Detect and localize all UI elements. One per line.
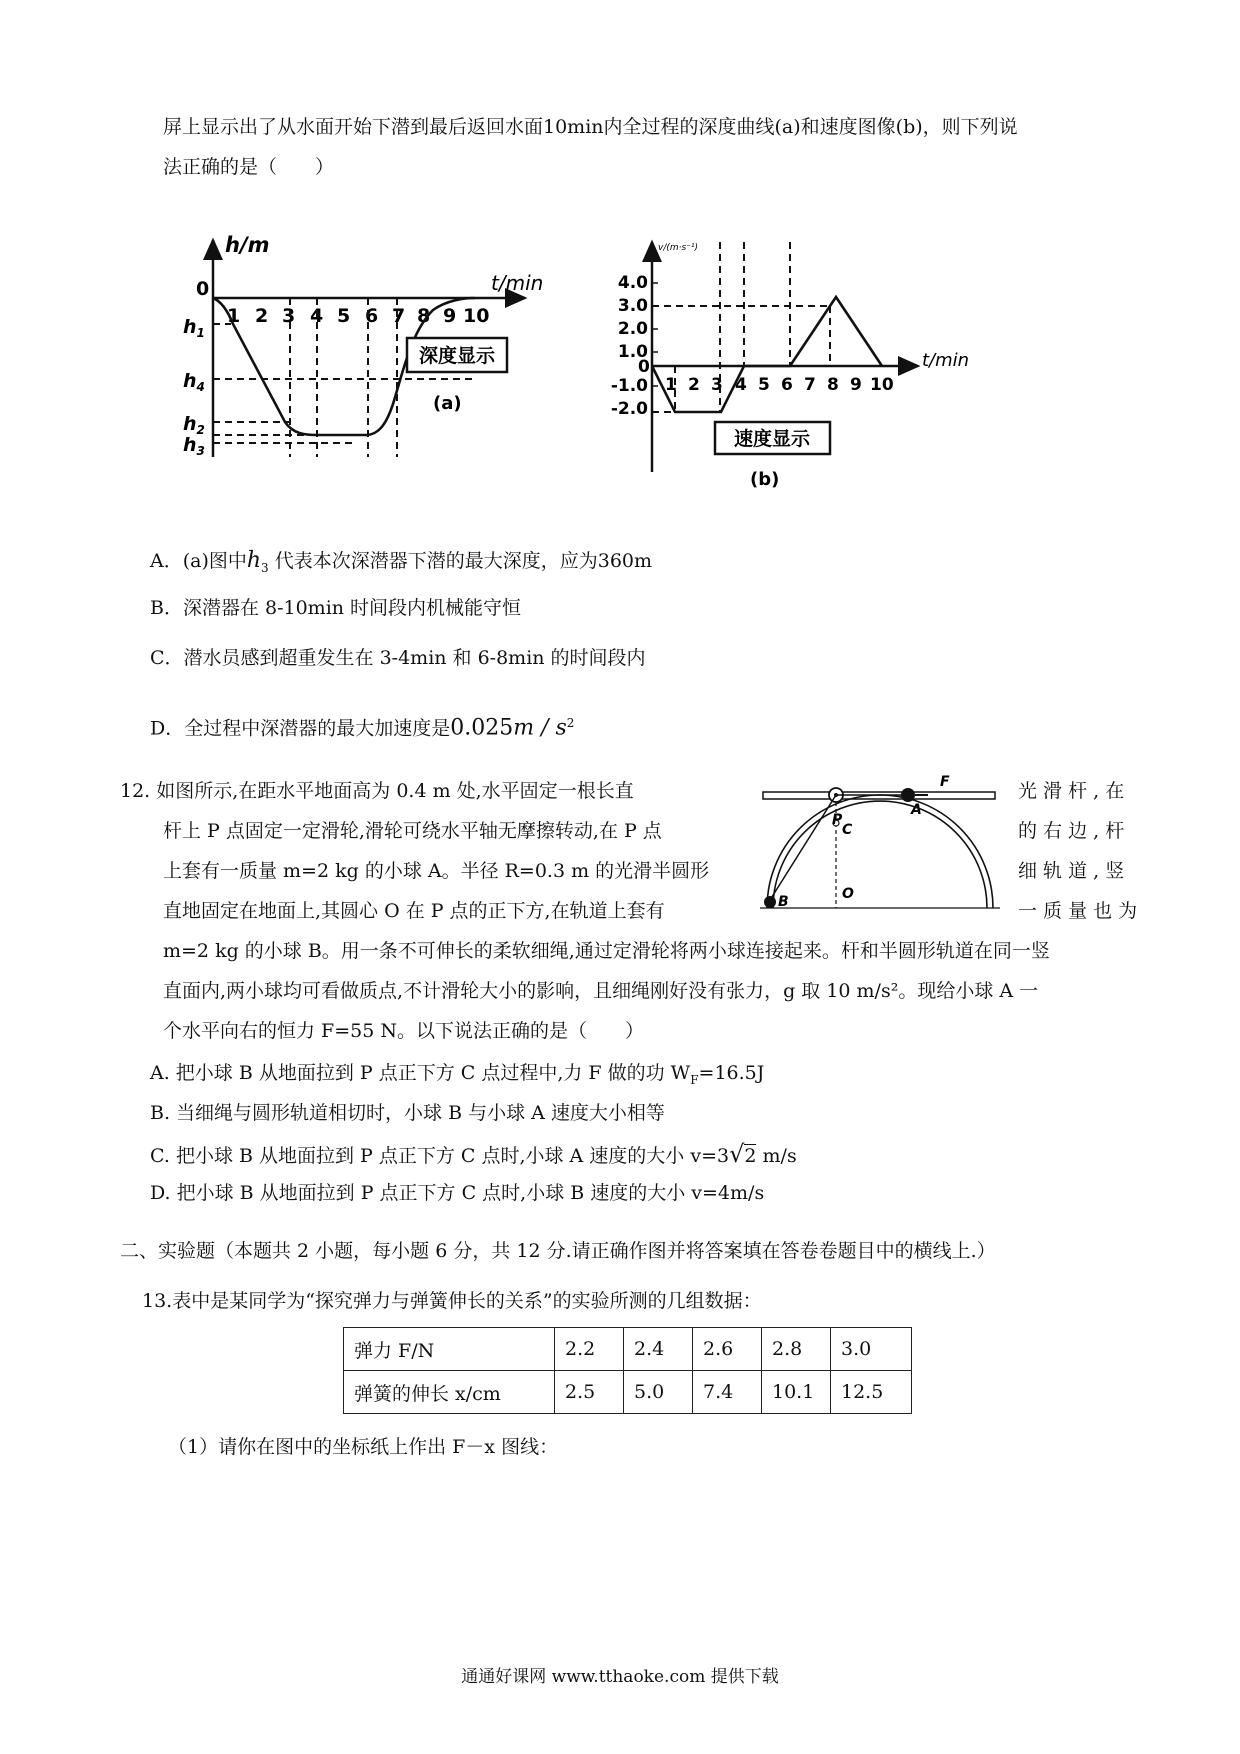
q12-line-7: 个水平向右的恒力 F=55 N。以下说法正确的是（ ） xyxy=(163,1020,644,1042)
a-xtick: 2 xyxy=(255,305,269,327)
b-xtick: 9 xyxy=(850,375,862,395)
label-c: C xyxy=(842,822,853,838)
b-ytick: -2.0 xyxy=(610,399,648,419)
b-xtick: 6 xyxy=(781,375,793,395)
q12-line-2a: 杆上 P 点固定一定滑轮,滑轮可绕水平轴无摩擦转动,在 P 点 xyxy=(163,820,662,842)
ball-b xyxy=(764,896,776,908)
b-xtick: 4 xyxy=(735,375,747,395)
a-x-ticks xyxy=(227,305,489,327)
velocity-box-label: 速度显示 xyxy=(733,428,811,450)
a-y-label: h/m xyxy=(225,233,270,257)
label-a: A xyxy=(911,802,922,818)
intro-line-2: 法正确的是（ ） xyxy=(163,156,335,178)
q12-option-c: C. 把小球 B 从地面拉到 P 点正下方 C 点时,小球 A 速度的大小 v=3√2 m/s xyxy=(150,1140,797,1168)
a-xtick: 3 xyxy=(282,305,296,327)
table-cell: 3.0 xyxy=(831,1328,912,1371)
q11-option-b: B．深潜器在 8-10min 时间段内机械能守恒 xyxy=(150,597,522,619)
b-ytick: 3.0 xyxy=(617,296,648,316)
depth-graph-a xyxy=(175,232,565,462)
q12-line-4b: 一 质 量 也 为 xyxy=(1018,900,1138,922)
b-caption: (b) xyxy=(750,469,780,490)
q11-option-d: D．全过程中深潜器的最大加速度是$0.025m / s^2$ xyxy=(150,715,575,741)
table-cell: 2.2 xyxy=(555,1328,624,1371)
row1-label: 弹力 F/N xyxy=(344,1328,555,1371)
table-cell: 10.1 xyxy=(762,1371,831,1414)
a-xtick: 7 xyxy=(392,305,406,327)
table-row xyxy=(344,1371,912,1414)
b-ytick: -1.0 xyxy=(610,376,648,396)
depth-box-label: 深度显示 xyxy=(418,345,496,367)
b-xtick: 1 xyxy=(665,375,677,395)
q12-line-1b: 光 滑 杆 , 在 xyxy=(1018,780,1125,802)
b-xtick: 3 xyxy=(711,375,723,395)
page-footer: 通通好课网 www.tthaoke.com 提供下载 xyxy=(461,1667,779,1687)
q12-option-a: A. 把小球 B 从地面拉到 P 点正下方 C 点过程中,力 F 做的功 $W_F=16.5J$ xyxy=(150,1062,765,1087)
b-y-label: v/(m·s⁻¹) xyxy=(658,243,699,253)
q12-line-1a: 12. 如图所示,在距水平地面高为 0.4 m 处,水平固定一根长直 xyxy=(120,780,634,802)
a-xtick: 4 xyxy=(310,305,324,327)
velocity-graph-b xyxy=(600,232,995,492)
q12-line-4a: 直地固定在地面上,其圆心 O 在 P 点的正下方,在轨道上套有 xyxy=(163,900,665,922)
q12-line-5: m=2 kg 的小球 B。用一条不可伸长的柔软细绳,通过定滑轮将两小球连接起来。杆和半圆形轨道在同一竖 xyxy=(163,940,1050,962)
label-o: O xyxy=(842,886,854,902)
b-ytick: 1.0 xyxy=(617,342,648,362)
a-xtick: 6 xyxy=(365,305,379,327)
q12-line-3b: 细 轨 道 , 竖 xyxy=(1018,860,1125,882)
b-xtick: 5 xyxy=(758,375,770,395)
label-p: P xyxy=(832,812,843,828)
q12-line-6: 直面内,两小球均可看做质点,不计滑轮大小的影响，且细绳刚好没有张力，g 取 10 m/s²。现给小球 A 一 xyxy=(163,980,1039,1002)
q12-line-3a: 上套有一质量 m=2 kg 的小球 A。半径 R=0.3 m 的光滑半圆形 xyxy=(163,860,710,882)
q12-option-d: D. 把小球 B 从地面拉到 P 点正下方 C 点时,小球 B 速度的大小 v=4m/s xyxy=(150,1182,765,1204)
a-caption: (a) xyxy=(433,393,462,414)
a-ytick-h1: $h_1$ xyxy=(183,316,205,340)
table-row xyxy=(344,1328,912,1371)
b-origin: 0 xyxy=(638,357,650,377)
table-cell: 12.5 xyxy=(831,1371,912,1414)
q12-figure xyxy=(760,768,1000,918)
table-cell: 2.5 xyxy=(555,1371,624,1414)
section-2-heading: 二、实验题（本题共 2 小题，每小题 6 分，共 12 分.请正确作图并将答案填在答卷卷题目中的横线上.） xyxy=(120,1240,996,1262)
a-ytick-h3: $h_3$ xyxy=(183,434,205,458)
a-xtick: 1 xyxy=(227,305,241,327)
b-ytick: 4.0 xyxy=(617,273,648,293)
a-xtick: 5 xyxy=(337,305,351,327)
q11-option-a: A．(a)图中$h_3$ 代表本次深潜器下潜的最大深度，应为360m xyxy=(150,548,653,575)
semicircle-track-inner xyxy=(773,801,987,908)
b-xtick: 7 xyxy=(804,375,816,395)
table-cell: 2.6 xyxy=(693,1328,762,1371)
b-ytick: 2.0 xyxy=(617,319,648,339)
table-cell: 7.4 xyxy=(693,1371,762,1414)
b-xtick: 2 xyxy=(688,375,700,395)
a-origin: 0 xyxy=(196,278,210,300)
table-cell: 2.4 xyxy=(624,1328,693,1371)
a-x-label: t/min xyxy=(491,271,544,295)
a-xtick: 8 xyxy=(417,305,431,327)
a-xtick: 10 xyxy=(463,305,490,327)
label-f: F xyxy=(940,774,950,790)
spring-data-table xyxy=(343,1327,912,1414)
a-xtick: 9 xyxy=(443,305,457,327)
intro-line-1: 屏上显示出了从水面开始下潜到最后返回水面10min内全过程的深度曲线(a)和速度图像(b)，则下列说 xyxy=(163,116,1018,138)
b-xtick: 10 xyxy=(870,375,894,395)
q12-option-b: B. 当细绳与圆形轨道相切时，小球 B 与小球 A 速度大小相等 xyxy=(150,1102,665,1124)
a-ytick-h2: $h_2$ xyxy=(183,413,205,437)
b-xtick: 8 xyxy=(827,375,839,395)
table-cell: 2.8 xyxy=(762,1328,831,1371)
q12-line-2b: 的 右 边 , 杆 xyxy=(1018,820,1125,842)
b-x-label: t/min xyxy=(922,350,970,371)
q13-intro: 13.表中是某同学为“探究弹力与弹簧伸长的关系”的实验所测的几组数据： xyxy=(142,1290,762,1312)
table-cell: 5.0 xyxy=(624,1371,693,1414)
q11-option-c: C．潜水员感到超重发生在 3-4min 和 6-8min 的时间段内 xyxy=(150,647,646,669)
q13-part-1: （1）请你在图中的坐标纸上作出 F－x 图线： xyxy=(168,1436,559,1458)
label-b: B xyxy=(778,894,789,910)
a-ytick-h4: $h_4$ xyxy=(183,370,205,394)
row2-label: 弹簧的伸长 x/cm xyxy=(344,1371,555,1414)
